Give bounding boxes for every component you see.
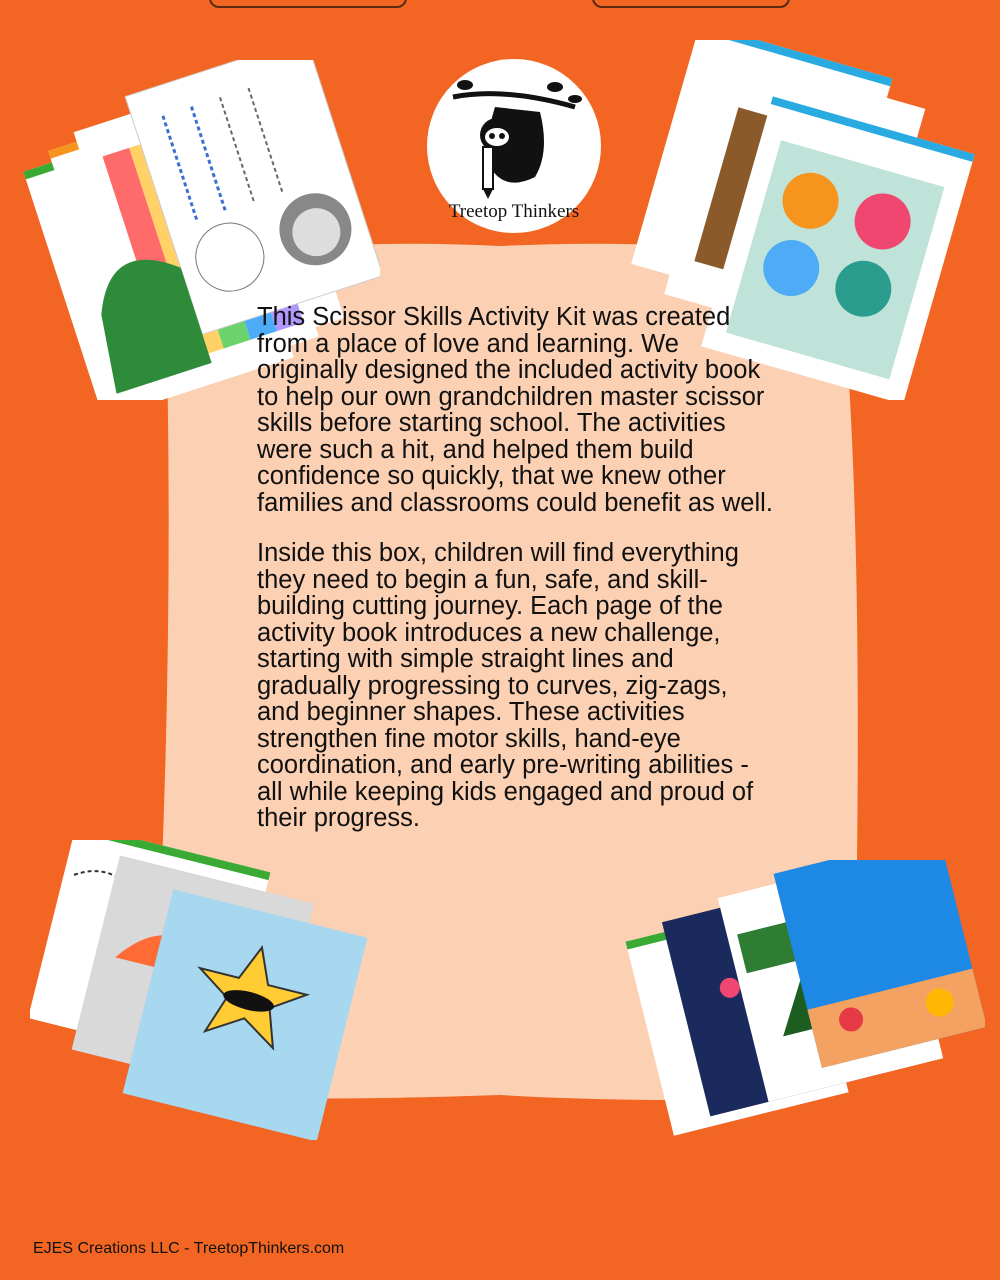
- footer-text: EJES Creations LLC - TreetopThinkers.com: [33, 1240, 345, 1257]
- logo-wordmark: Treetop Thinkers: [448, 201, 580, 222]
- body-text: [257, 304, 777, 856]
- paragraph-intro: This Scissor Skills Activity Kit was created from a place of love and learning. We originally designed the included activity book to help our own grandchildren master scissor skills before starting school. The activities were such a hit, and helped them build confidence so quickly, that we knew other families and classrooms could benefit as well.: [257, 303, 773, 517]
- activity-pages-bottom-left-icon: [30, 840, 380, 1140]
- treetop-thinkers-logo: [425, 57, 603, 235]
- activity-pages-bottom-right-icon: [625, 860, 985, 1140]
- paragraph-contents: Inside this box, children will find everything they need to begin a fun, safe, and skill-building cutting journey. Each page of the activity book introduces a new challenge, starting with simple straight lines and gradually progressing to curves, zig-zags, and beginner shapes. These activities strengthen fine motor skills, hand-eye coordination, and early pre-writing abilities - all while keeping kids engaged and proud of their progress.: [257, 539, 754, 833]
